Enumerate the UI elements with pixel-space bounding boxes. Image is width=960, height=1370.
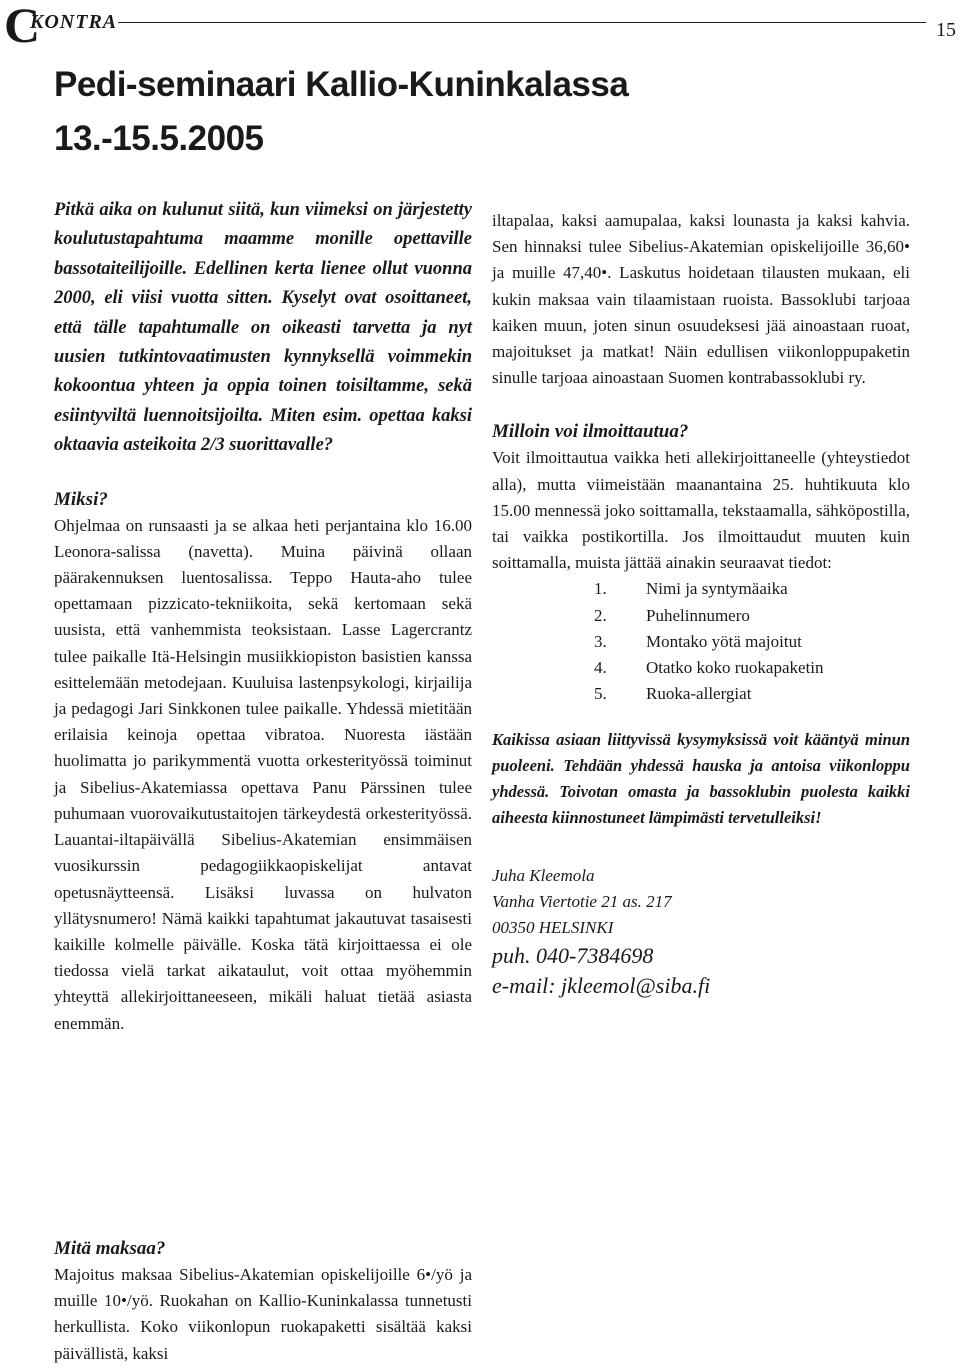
page-number: 15 <box>936 19 956 41</box>
milloin-body: Voit ilmoittautua vaikka heti allekirjoittaneelle (yhteystiedot alla), mutta viimeistään maanantaina 25. huhtikuuta klo 15.00 mennessä joko soittamalla, tekstaamalla, sähköpostilla, tai vaikka postikortilla. Jos ilmoittaudut muuten kuin soittamalla, muista jättää ainakin seuraavat tiedot: <box>492 448 910 573</box>
milloin-heading: Milloin voi ilmoittautua? <box>492 421 689 443</box>
continued-paragraph: iltapalaa, kaksi aamupalaa, kaksi lounasta ja kaksi kahvia. Sen hinnaksi tulee Sibelius-Akatemian opiskelijoille 36,60• ja muille 47,40•. Laskutus hoidetaan tilausten mukaan, eli kukin maksaa vain tilaamistaan ruoista. Bassoklubi tarjoaa kaiken muun, joten sinun osuudeksesi jää ainoastaan ruoat, majoitukset ja matkat! Näin edullisen viikonloppupaketin sinulle tarjoaa ainoastaan Suomen kontrabassoklubi ry. <box>492 211 910 388</box>
page-header <box>0 0 960 53</box>
list-item <box>594 576 910 602</box>
intro-paragraph: Pitkä aika on kulunut siitä, kun viimeksi on järjestetty koulutustapahtuma maamme monille opettaville bassotaiteilijoille. Edellinen kerta lienee ollut vuonna 2000, eli viisi vuotta sitten. Kyselyt ovat osoittaneet, että tälle tapahtumalle on oikeasti tarvetta ja nyt uusien tutkintovaatimusten kynnyksellä voimmekin kokoontua yhteen ja oppia toinen toisiltamme, sekä esiintyviltä luennoitsijoilta. Miten esim. opettaa kaksi oktaavia asteikoita 2/3 suorittavalle? <box>54 200 472 456</box>
signature-email: e-mail: jkleemol@siba.fi <box>492 973 711 999</box>
list-item-text: Nimi ja syntymäaika <box>646 579 788 599</box>
list-item-text: Ruoka-allergiat <box>646 684 752 704</box>
signature-phone: puh. 040-7384698 <box>492 943 654 969</box>
header-rule <box>118 22 926 23</box>
signature-name: Juha Kleemola <box>492 866 595 886</box>
logo-text: KONTRA <box>30 11 118 33</box>
list-item <box>594 603 910 629</box>
list-item-number: 1. <box>594 579 607 599</box>
mita-body: Majoitus maksaa Sibelius-Akatemian opiskelijoille 6•/yö ja muille 10•/yö. Ruokahan on Kallio-Kuninkalassa tunnetusti herkullista. Koko viikonlopun ruokapaketti sisältää kaksi päivällistä, kaksi <box>54 1265 472 1363</box>
signature-city: 00350 HELSINKI <box>492 918 614 938</box>
list-item-number: 4. <box>594 658 607 678</box>
closing-paragraph: Kaikissa asiaan liittyvissä kysymyksissä voit kääntyä minun puoleeni. Tehdään yhdessä hauska ja antoisa viikonloppu yhdessä. Toivotan omasta ja bassoklubin puolesta kaikki aiheesta kiinnostuneet lämpimästi tervetulleiksi! <box>492 730 910 828</box>
title-line-2: 13.-15.5.2005 <box>54 119 264 158</box>
right-column <box>492 208 910 1001</box>
page-title <box>54 58 754 166</box>
list-item <box>594 681 910 707</box>
required-info-list <box>492 576 910 707</box>
miksi-heading: Miksi? <box>54 488 108 510</box>
mita-maksaa-section <box>54 1236 472 1367</box>
mita-heading: Mitä maksaa? <box>54 1238 166 1259</box>
left-column <box>54 196 472 1037</box>
list-item-text: Otatko koko ruokapaketin <box>646 658 824 678</box>
miksi-body: Ohjelmaa on runsaasti ja se alkaa heti perjantaina klo 16.00 Leonora-salissa (navetta). Muina päivinä ollaan päärakennuksen luentosalissa. Teppo Hauta-aho tulee opettamaan pizzicato-tekniikoita, sekä kertomaan sekä uusista, että vanhemmista teoksistaan. Lasse Lagercrantz tulee paikalle Itä-Helsingin musiikkiopiston basistien kanssa esittelemään metodejaan. Kuuluisa lastenpsykologi, kirjailija ja pedagogi Jari Sinkkonen tulee paikalle. Yhdessä mietitään erilaisia keinoja opettaa vibratoa. Nuoresta iästään huolimatta jo parikymmentä vuotta orkesterityössä toiminut ja Sibelius-Akatemiassa opettava Panu Pärssinen tulee puhumaan vuorovaikutustaitojen tärkeydestä orkesterityössä. Lauantai-iltapäivällä Sibelius-Akatemian ensimmäisen vuosikurssin pedagogiikkaopiskelijat antavat opetusnäytteensä. Lisäksi luvassa on hulvaton yllätysnumero! Nämä kaikki tapahtumat jakautuvat tasaisesti kaikille kolmelle päivälle. Koska tätä kirjoittaessa ei ole tiedossa vielä tarkat aikataulut, voit ottaa myöhemmin yhteyttä allekirjoittaneeseen, mikäli haluat tietää asiasta enemmän. <box>54 515 472 1033</box>
logo-letter: C <box>4 0 41 53</box>
list-item-text: Puhelinnumero <box>646 605 750 625</box>
list-item-text: Montako yötä majoitut <box>646 631 802 651</box>
list-item-number: 3. <box>594 631 607 651</box>
signature-address: Vanha Viertotie 21 as. 217 <box>492 892 672 912</box>
list-item <box>594 655 910 681</box>
title-line-1: Pedi-seminaari Kallio-Kuninkalassa <box>54 65 629 104</box>
list-item-number: 2. <box>594 605 607 625</box>
list-item-number: 5. <box>594 684 607 704</box>
signature-block <box>492 863 910 1001</box>
list-item <box>594 629 910 655</box>
